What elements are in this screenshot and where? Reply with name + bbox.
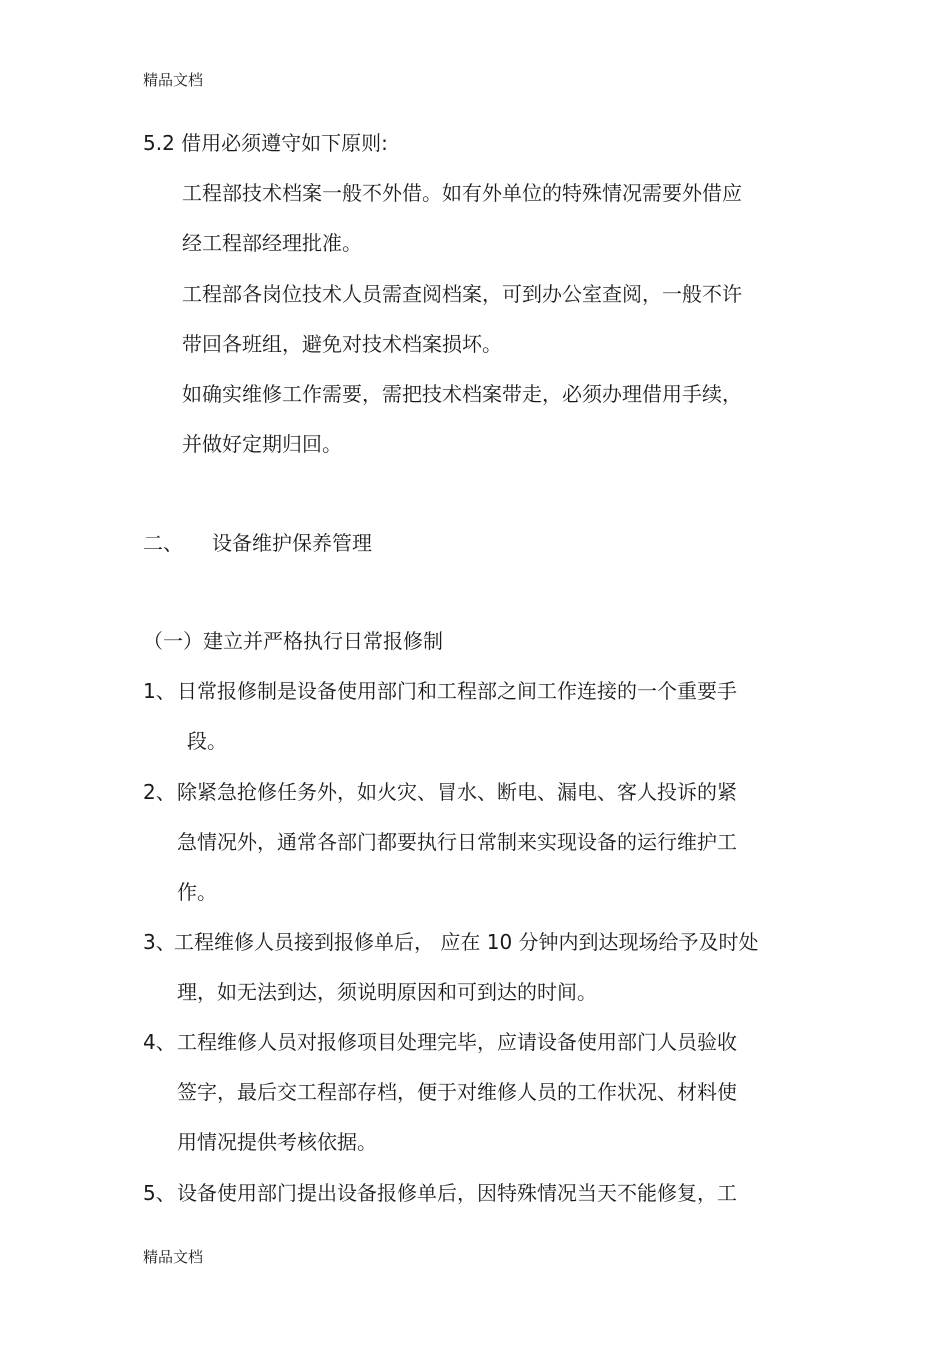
item-line: 段。 bbox=[187, 729, 227, 753]
footer-label: 精品文档 bbox=[143, 1248, 204, 1266]
item-line: 设备使用部门提出设备报修单后，因特殊情况当天不能修复，工 bbox=[177, 1181, 737, 1205]
item-number: 2、 bbox=[143, 780, 176, 804]
item-line: 工程维修人员接到报修单后， 应在 10 分钟内到达现场给予及时处 bbox=[174, 930, 759, 954]
paragraph-line: 工程部技术档案一般不外借。如有外单位的特殊情况需要外借应 bbox=[182, 181, 742, 205]
paragraph-line: 带回各班组，避免对技术档案损坏。 bbox=[182, 332, 502, 356]
item-line: 工程维修人员对报修项目处理完毕，应请设备使用部门人员验收 bbox=[177, 1030, 737, 1054]
item-number: 1、 bbox=[143, 679, 176, 703]
paragraph-line: 如确实维修工作需要，需把技术档案带走，必须办理借用手续， bbox=[182, 382, 742, 406]
paragraph-line: 工程部各岗位技术人员需查阅档案，可到办公室查阅，一般不许 bbox=[182, 282, 742, 306]
item-line: 除紧急抢修任务外，如火灾、冒水、断电、漏电、客人投诉的紧 bbox=[177, 780, 737, 804]
item-line: 作。 bbox=[177, 880, 217, 904]
item-line: 用情况提供考核依据。 bbox=[177, 1130, 377, 1154]
section-title: 设备维护保养管理 bbox=[212, 531, 372, 555]
item-number: 4、 bbox=[143, 1030, 176, 1054]
header-label: 精品文档 bbox=[143, 71, 204, 89]
subsection-title: （一）建立并严格执行日常报修制 bbox=[143, 629, 443, 653]
item-number: 3、 bbox=[143, 930, 176, 954]
item-line: 理，如无法到达，须说明原因和可到达的时间。 bbox=[177, 980, 597, 1004]
item-line: 日常报修制是设备使用部门和工程部之间工作连接的一个重要手 bbox=[177, 679, 737, 703]
section-5-2-heading: 5.2 借用必须遵守如下原则: bbox=[143, 131, 388, 155]
item-number: 5、 bbox=[143, 1181, 176, 1205]
item-line: 急情况外，通常各部门都要执行日常制来实现设备的运行维护工 bbox=[177, 830, 737, 854]
paragraph-line: 经工程部经理批准。 bbox=[182, 231, 362, 255]
item-line: 签字，最后交工程部存档，便于对维修人员的工作状况、材料使 bbox=[177, 1080, 737, 1104]
paragraph-line: 并做好定期归回。 bbox=[182, 432, 342, 456]
section-number: 二、 bbox=[143, 531, 183, 555]
